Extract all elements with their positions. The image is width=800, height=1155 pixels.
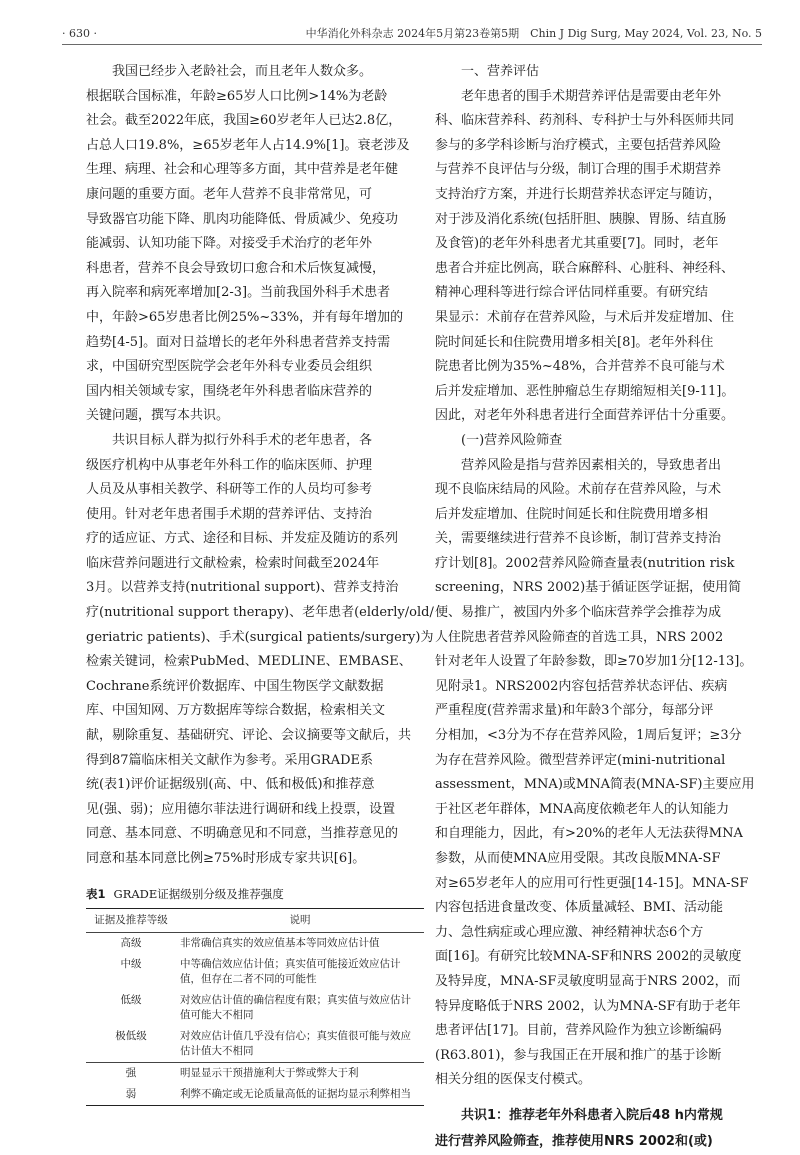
- table-row: [86, 1026, 424, 1063]
- table-body: [86, 932, 424, 1105]
- text-line: 营养风险是指与营养因素相关的，导致患者出: [461, 457, 722, 473]
- text-line: 使用。针对老年患者围手术期的营养评估、支持治: [86, 506, 373, 522]
- text-line: 院患者比例为35%~48%，合并营养不良可能与术: [435, 359, 725, 375]
- text-line: 级医疗机构中从事老年外科工作的临床医师、护理: [86, 457, 373, 473]
- text-line: 及食管)的老年外科患者尤其重要[7]。同时，老年: [435, 236, 719, 252]
- text-line: 面[16]。有研究比较MNA-SF和NRS 2002的灵敏度: [435, 949, 742, 965]
- text-line: 院时间延长和住院费用增多相关[8]。老年外科住: [435, 334, 714, 350]
- left-column: [86, 60, 434, 1106]
- text-line: 果显示：术前存在营养风险，与术后并发症增加、住: [435, 309, 735, 325]
- text-line: 为存在营养风险。微型营养评定(mini-nutritional: [435, 752, 726, 768]
- table-row: [86, 954, 424, 990]
- text-line: (R63.801)，参与我国正在开展和推广的基于诊断: [435, 1047, 722, 1063]
- level-cell: 强: [86, 1062, 176, 1084]
- text-line: 同意、基本同意、不明确意见和不同意，当推荐意见的: [86, 826, 399, 842]
- desc-cell: 对效应估计值的确信程度有限；真实值与效应估计值可能大不相同: [180, 993, 411, 1021]
- text-line: 见(强、弱)；应用德尔菲法进行调研和线上投票，设置: [86, 801, 396, 817]
- text-line: 对≥65岁老年人的应用可行性更强[14-15]。MNA-SF: [435, 875, 749, 891]
- desc-cell: 对效应估计值几乎没有信心；真实值很可能与效应估计值大不相同: [180, 1029, 411, 1057]
- level-cell: 高级: [120, 936, 142, 949]
- level-cell: 极低级: [115, 1029, 147, 1042]
- grade-table: [86, 908, 424, 1106]
- text-line: 现不良临床结局的风险。术前存在营养风险，与术: [435, 482, 722, 498]
- method-paragraph: [86, 429, 434, 872]
- text-line: 我国已经步入老龄社会，而且老年人数众多。: [112, 64, 373, 79]
- text-line: 生理、病理、社会和心理等多方面，其中营养是老年健: [86, 162, 399, 178]
- text-line: 共识1：推荐老年外科患者入院后48 h内常规: [461, 1107, 723, 1123]
- text-line: geriatric patients)、手术(surgical patients/surgery)为: [86, 629, 434, 645]
- desc-cell: 非常确信真实的效应值基本等同效应估计值: [180, 936, 380, 949]
- desc-cell: 中等确信效应估计值；真实值可能接近效应估计值，但存在二者不同的可能性: [180, 957, 401, 985]
- desc-cell: 明显显示干预措施利大于弊或弊大于利: [176, 1062, 424, 1084]
- text-line: 占总人口19.8%，≥65岁老年人占14.9%[1]。衰老涉及: [86, 137, 410, 153]
- text-line: 和自理能力，因此，有>20%的老年人无法获得MNA: [435, 826, 743, 842]
- text-line: 对于涉及消化系统(包括肝胆、胰腺、胃肠、结直肠: [435, 211, 727, 227]
- text-line: 康问题的重要方面。老年人营养不良非常常见，可: [86, 186, 373, 202]
- header-rule: [62, 44, 762, 45]
- text-line: 严重程度(营养需求量)和年龄3个部分，每部分评: [435, 703, 714, 719]
- text-line: 后并发症增加、住院时间延长和住院费用增多相: [435, 506, 709, 522]
- table-row: [86, 990, 424, 1026]
- text-line: screening，NRS 2002)基于循证医学证据，使用简: [435, 580, 742, 596]
- desc-cell: 利弊不确定或无论质量高低的证据均显示利弊相当: [176, 1084, 424, 1106]
- text-line: 3月。以营养支持(nutritional support)、营养支持治: [86, 580, 399, 596]
- text-line: 疗的适应证、方式、途径和目标、并发症及随访的系列: [86, 531, 399, 547]
- text-line: 统(表1)评价证据级别(高、中、低和极低)和推荐意: [86, 777, 375, 793]
- table-row: [86, 1062, 424, 1084]
- journal-citation: 中华消化外科杂志 2024年5月第23卷第5期 Chin J Dig Surg, May 2024, Vol. 23, No. 5: [305, 27, 762, 40]
- text-line: 相关分组的医保支付模式。: [435, 1072, 592, 1088]
- text-line: 关键问题，撰写本共识。: [86, 408, 230, 424]
- text-line: 人住院患者营养风险筛查的首选工具，NRS 2002: [435, 629, 724, 645]
- text-line: 临床营养问题进行文献检索，检索时间截至2024年: [86, 555, 380, 571]
- text-line: 患者合并症比例高，联合麻醉科、心脏科、神经科、: [435, 260, 735, 276]
- text-line: 参与的多学科诊断与治疗模式，主要包括营养风险: [435, 137, 722, 153]
- text-line: 库、中国知网、万方数据库等综合数据，检索相关文: [86, 703, 386, 719]
- text-line: 趋势[4-5]。面对日益增长的老年外科患者营养支持需: [86, 334, 391, 350]
- text-line: 特异度略低于NRS 2002，认为MNA-SF有助于老年: [435, 998, 741, 1014]
- consensus-1: [435, 1103, 767, 1155]
- intro-paragraph: [86, 60, 424, 429]
- text-line: 疗(nutritional support therapy)、老年患者(elderly/old/: [86, 605, 434, 621]
- table-caption: [86, 886, 424, 902]
- text-line: Cochrane系统评价数据库、中国生物医学文献数据: [86, 678, 384, 694]
- text-line: assessment，MNA)或MNA简表(MNA-SF)主要应用: [435, 777, 755, 793]
- table-header-row: [86, 908, 424, 932]
- text-line: 针对老年人设置了年龄参数，即≥70岁加1分[12-13]。: [435, 654, 753, 670]
- text-line: 根据联合国标准，年龄≥65岁人口比例>14%为老龄: [86, 88, 388, 104]
- text-line: 国内相关领域专家，围绕老年外科患者临床营养的: [86, 383, 373, 399]
- level-cell: 中级: [120, 957, 142, 970]
- assessment-paragraph: [435, 85, 767, 429]
- text-line: 后并发症增加、恶性肿瘤总生存期缩短相关[9-11]。: [435, 383, 735, 399]
- text-line: 人员及从事相关教学、科研等工作的人员均可参考: [86, 482, 373, 498]
- section-title-nutrition-assessment: 一、营养评估: [461, 64, 540, 79]
- text-line: 社会。截至2022年底，我国≥60岁老年人已达2.8亿，: [86, 113, 402, 129]
- text-line: 中，年龄>65岁患者比例25%~33%，并有每年增加的: [86, 309, 404, 325]
- right-column: [435, 60, 767, 1155]
- page-number: · 630 ·: [62, 27, 97, 40]
- text-line: 能减弱、认知功能下降。对接受手术治疗的老年外: [86, 236, 373, 252]
- text-line: 导致器官功能下降、肌肉功能降低、骨质减少、免疫功: [86, 211, 399, 227]
- text-line: 检索关键词，检索PubMed、MEDLINE、EMBASE、: [86, 654, 412, 670]
- text-line: 再入院率和病死率增加[2-3]。当前我国外科手术患者: [86, 285, 391, 301]
- text-line: 老年患者的围手术期营养评估是需要由老年外: [461, 88, 722, 104]
- level-cell: 弱: [86, 1084, 176, 1106]
- table-label: 表1: [86, 886, 106, 901]
- text-line: 疗计划[8]。2002营养风险筛查量表(nutrition risk: [435, 555, 735, 571]
- text-line: 同意和基本同意比例≥75%时形成专家共识[6]。: [86, 851, 366, 866]
- text-line: 便、易推广，被国内外多个临床营养学会推荐为成: [435, 605, 722, 621]
- text-line: 得到87篇临床相关文献作为参考。采用GRADE系: [86, 752, 374, 768]
- text-line: 见附录1。NRS2002内容包括营养状态评估、疾病: [435, 678, 728, 694]
- text-line: 因此，对老年外科患者进行全面营养评估十分重要。: [435, 408, 735, 424]
- level-cell: 低级: [120, 993, 142, 1006]
- text-line: 力、急性病症或心理应激、神经精神状态6个方: [435, 924, 704, 940]
- text-line: 于社区老年群体，MNA高度依赖老年人的认知能力: [435, 801, 730, 817]
- text-line: 关，需要继续进行营养不良诊断，制订营养支持治: [435, 531, 722, 547]
- text-line: 及特异度，MNA-SF灵敏度明显高于NRS 2002，而: [435, 973, 741, 989]
- text-line: 精神心理科等进行综合评估同样重要。有研究结: [435, 285, 709, 301]
- table-title: GRADE证据级别分级及推荐强度: [113, 886, 284, 901]
- text-line: 患者评估[17]。目前，营养风险作为独立诊断编码: [435, 1023, 722, 1039]
- text-line: 支持治疗方案，并进行长期营养状态评定与随访，: [435, 186, 722, 202]
- text-line: 分相加，<3分为不存在营养风险，1周后复评；≥3分: [435, 728, 742, 744]
- text-line: 求，中国研究型医院学会老年外科专业委员会组织: [86, 359, 373, 375]
- col-header-desc: 说明: [289, 913, 311, 926]
- text-line: 献，剔除重复、基础研究、评论、会议摘要等文献后，共: [86, 728, 412, 744]
- text-line: 共识目标人群为拟行外科手术的老年患者，各: [112, 432, 373, 448]
- subsection-title-risk-screening: (一)营养风险筛查: [461, 432, 563, 448]
- text-line: 内容包括进食量改变、体质量减轻、BMI、活动能: [435, 900, 723, 916]
- col-header-level: 证据及推荐等级: [94, 913, 168, 926]
- text-line: 进行营养风险筛查，推荐使用NRS 2002和(或): [435, 1133, 713, 1149]
- running-header: [62, 24, 762, 44]
- text-line: 与营养不良评估与分级，制订合理的围手术期营养: [435, 162, 722, 178]
- table-row: [86, 932, 424, 954]
- screening-paragraph: [435, 454, 767, 1093]
- text-line: 参数，从而使MNA应用受限。其改良版MNA-SF: [435, 851, 721, 866]
- text-line: 科、临床营养科、药剂科、专科护士与外科医师共同: [435, 113, 735, 129]
- text-line: 科患者，营养不良会导致切口愈合和术后恢复减慢，: [86, 260, 386, 276]
- table-row: [86, 1084, 424, 1106]
